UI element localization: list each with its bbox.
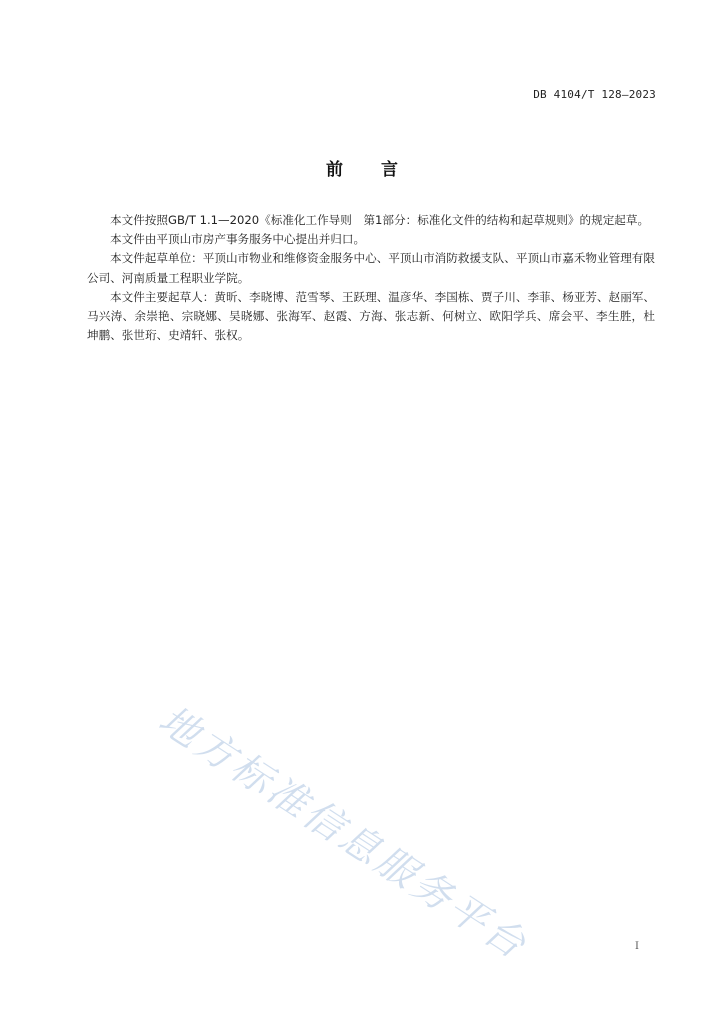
paragraph-drafting-rules: 本文件按照GB/T 1.1—2020《标准化工作导则 第1部分：标准化文件的结构和起草规则》的规定起草。 [110, 213, 650, 227]
page-number: I [635, 941, 639, 952]
document-code: DB 4104/T 128—2023 [533, 88, 656, 101]
watermark: 地方标准信息服务平台 [150, 697, 536, 970]
section-title: 前言 [326, 160, 436, 180]
paragraph-drafters: 本文件主要起草人：黄昕、李晓博、范雪琴、王跃理、温彦华、李国栋、贾子川、李菲、杨亚芳、赵丽军、马兴涛、余崇艳、宗晓娜、吴晓娜、张海军、赵霞、方海、张志新、何树立、欧阳学兵、席会平、李生胜，杜坤鹏、张世珩、史靖轩、张权。 [87, 289, 655, 343]
body-text [87, 211, 655, 345]
paragraph-drafting-units: 本文件起草单位：平顶山市物业和维修资金服务中心、平顶山市消防救援支队、平顶山市嘉禾物业管理有限公司、河南质量工程职业学院。 [87, 251, 655, 285]
paragraph-proposer: 本文件由平顶山市房产事务服务中心提出并归口。 [110, 232, 366, 247]
